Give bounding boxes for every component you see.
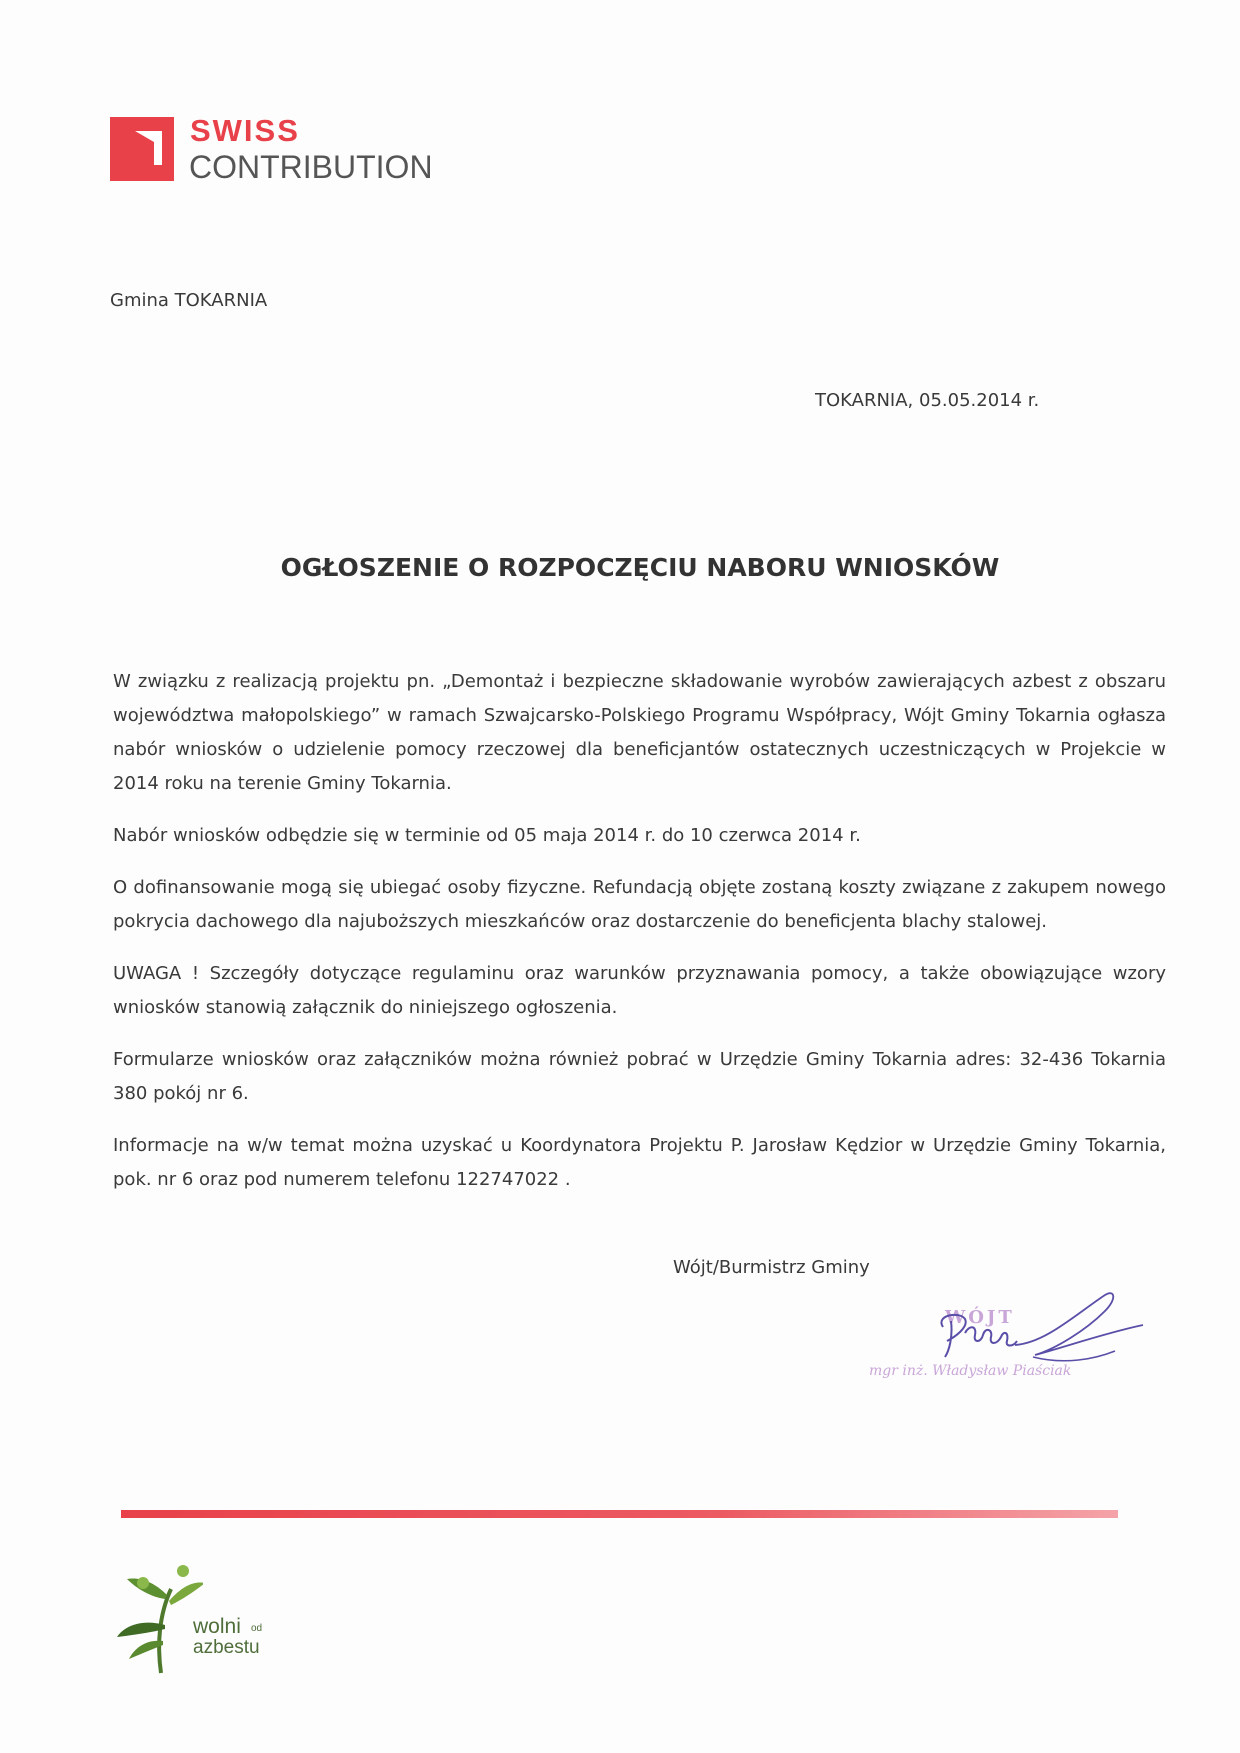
paragraph: W związku z realizacją projektu pn. „Demontaż i bezpieczne składowanie wyrobów zawierających azbest z obszaru województwa małopolskiego” w ramach Szwajcarsko-Polskiego Programu Współpracy, Wójt Gminy Tokarnia ogłasza nabór wniosków o udzielenie pomocy rzeczowej dla beneficjantów ostatecznych uczestniczących w Projekcie w 2014 roku na terenie Gminy Tokarnia. — [113, 671, 1166, 794]
paragraph: UWAGA ! Szczegóły dotyczące regulaminu oraz warunków przyznawania pomocy, a także obowiązujące wzory wniosków stanowią załącznik do niniejszego ogłoszenia. — [113, 963, 1166, 1018]
paragraph: Informacje na w/w temat można uzyskać u Koordynatora Projektu P. Jarosław Kędzior w Urzędzie Gminy Tokarnia, pok. nr 6 oraz pod numerem telefonu 122747022 . — [113, 1135, 1166, 1190]
signature-stamp — [865, 1285, 1150, 1385]
paragraph: Formularze wniosków oraz załączników można również pobrać w Urzędzie Gminy Tokarnia adres: 32-436 Tokarnia 380 pokój nr 6. — [113, 1049, 1166, 1104]
signoff: Wójt/Burmistrz Gminy — [673, 1257, 870, 1278]
logo-text-contribution: CONTRIBUTION — [189, 149, 433, 185]
stamp-name: mgr inż. Władysław Piaściak — [869, 1363, 1072, 1379]
paragraph: O dofinansowanie mogą się ubiegać osoby fizyczne. Refundacją objęte zostaną koszty związane z zakupem nowego pokrycia dachowego dla najuboższych mieszkańców oraz dostarczenie do beneficjenta blachy stalowej. — [113, 877, 1166, 932]
paragraph: Nabór wniosków odbędzie się w terminie od 05 maja 2014 r. do 10 czerwca 2014 r. — [113, 825, 861, 846]
footer-logo-word-od: od — [251, 1623, 263, 1634]
document-date: TOKARNIA, 05.05.2014 r. — [815, 390, 1040, 411]
document-title: OGŁOSZENIE O ROZPOCZĘCIU NABORU WNIOSKÓW — [280, 553, 1000, 582]
document-body — [113, 665, 1166, 1215]
wolni-od-azbestu-logo — [113, 1555, 293, 1675]
footer-logo-word-wolni: wolni — [193, 1615, 241, 1638]
stamp-title: WÓJT — [945, 1307, 1015, 1328]
swiss-logo-mark — [110, 117, 174, 181]
swiss-contribution-logo — [110, 113, 450, 187]
footer-divider — [121, 1510, 1118, 1518]
handwritten-signature — [865, 1285, 1150, 1385]
sender: Gmina TOKARNIA — [110, 290, 268, 311]
leaf-figure-icon — [113, 1555, 203, 1675]
footer-logo-word-azbestu: azbestu — [193, 1637, 260, 1658]
logo-text-swiss: SWISS — [190, 113, 300, 148]
